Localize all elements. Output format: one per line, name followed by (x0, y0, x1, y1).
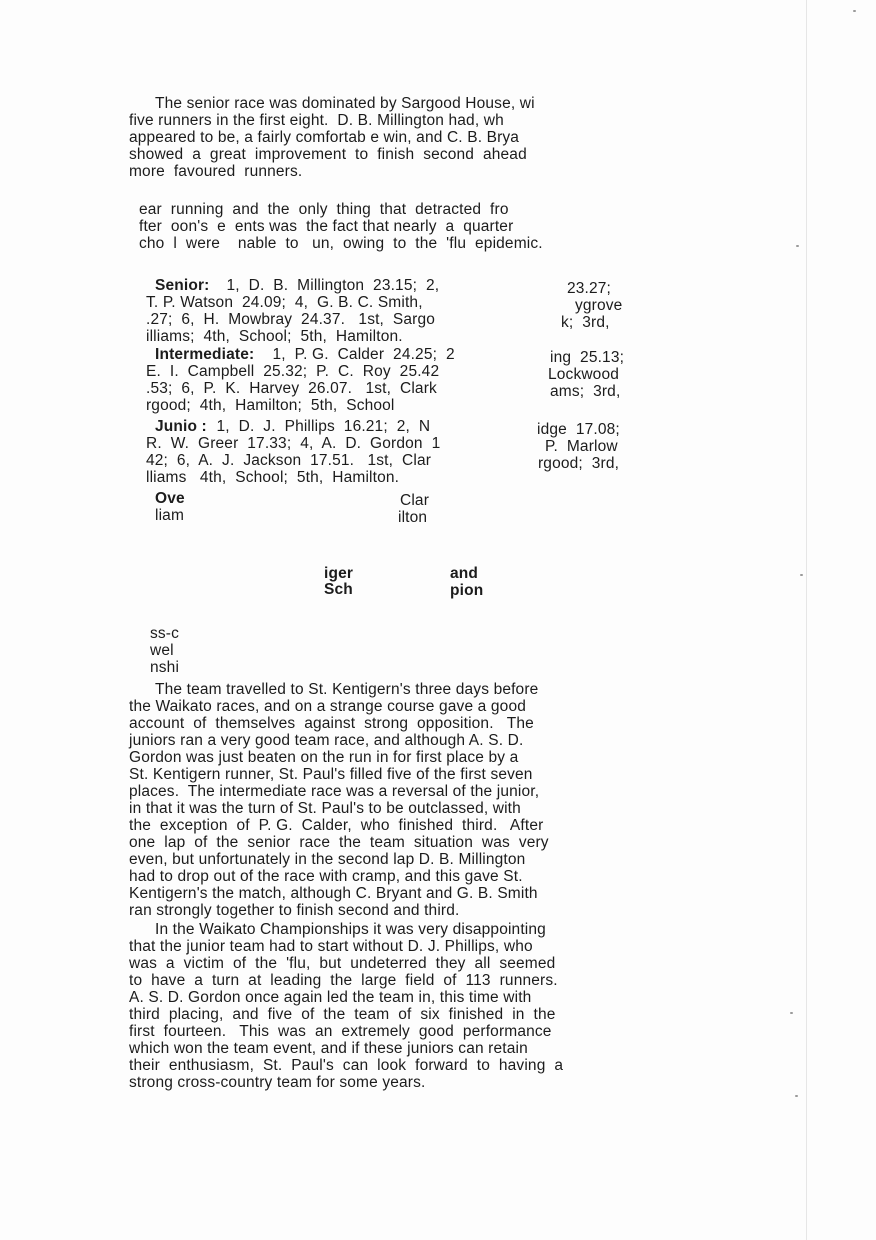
text-line: strong cross-country team for some years. (129, 1074, 426, 1091)
scan-speck (790, 1012, 793, 1014)
results-label-intermediate: Intermediate: (155, 346, 255, 363)
results-line: 1, D. B. Millington 23.15; 2, (222, 277, 440, 294)
scan-speck (853, 10, 856, 12)
results-line-right: ams; 3rd, (550, 383, 621, 400)
text-fragment: nshi (150, 659, 180, 676)
results-label-junior: Junio : (155, 418, 207, 435)
results-line-right: 23.27; (567, 280, 611, 297)
text-line: even, but unfortunately in the second lap D. B. Millington (129, 851, 526, 868)
text-line: third placing, and five of the team of six finished in the (129, 1006, 556, 1023)
results-line: R. W. Greer 17.33; 4, A. D. Gordon 1 (146, 435, 441, 452)
text-line: their enthusiasm, St. Paul's can look forward to having a (129, 1057, 564, 1074)
text-line: places. The intermediate race was a reversal of the junior, (129, 783, 540, 800)
results-line-right: ygrove (575, 297, 623, 314)
results-line: .53; 6, P. K. Harvey 26.07. 1st, Clark (146, 380, 437, 397)
text-line: first fourteen. This was an extremely good performance (129, 1023, 552, 1040)
text-line: The team travelled to St. Kentigern's three days before (155, 681, 539, 698)
scan-speck (800, 574, 803, 576)
text-line: in that it was the turn of St. Paul's to be outclassed, with (129, 800, 521, 817)
text-line: had to drop out of the race with cramp, and this gave St. (129, 868, 523, 885)
results-line-right: Clar (400, 492, 430, 509)
text-line: the exception of P. G. Calder, who finished third. After (129, 817, 544, 834)
results-line-right: P. Marlow (545, 438, 618, 455)
text-line: cho l were nable to un, owing to the 'flu epidemic. (139, 235, 543, 252)
text-line: The senior race was dominated by Sargood House, wi (155, 95, 535, 112)
heading-fragment: and (450, 565, 479, 582)
text-line: Gordon was just beaten on the run in for first place by a (129, 749, 519, 766)
results-line: 42; 6, A. J. Jackson 17.51. 1st, Clar (146, 452, 432, 469)
results-line: E. I. Campbell 25.32; P. C. Roy 25.42 (146, 363, 440, 380)
text-line: Kentigern's the match, although C. Bryant and G. B. Smith (129, 885, 538, 902)
results-label-senior: Senior: (155, 277, 210, 294)
heading-fragment: Sch (324, 581, 353, 598)
text-line: In the Waikato Championships it was very disappointing (155, 921, 546, 938)
results-line: 1, P. G. Calder 24.25; 2 (268, 346, 455, 363)
text-line: ran strongly together to finish second and third. (129, 902, 460, 919)
text-line: five runners in the first eight. D. B. Millington had, wh (129, 112, 504, 129)
results-line-right: ilton (398, 509, 428, 526)
results-line: 1, D. J. Phillips 16.21; 2, N (212, 418, 431, 435)
text-line: to have a turn at leading the large field of 113 runners. (129, 972, 558, 989)
text-line: was a victim of the 'flu, but undeterred they all seemed (129, 955, 556, 972)
results-line-right: idge 17.08; (537, 421, 620, 438)
text-line: that the junior team had to start without D. J. Phillips, who (129, 938, 533, 955)
heading-fragment: pion (450, 582, 484, 599)
text-line: ear running and the only thing that detracted fro (139, 201, 509, 218)
text-line: the Waikato races, and on a strange course gave a good (129, 698, 526, 715)
scan-speck (796, 245, 799, 247)
results-line-right: Lockwood (548, 366, 619, 383)
text-line: fter oon's e ents was the fact that nearly a quarter (139, 218, 514, 235)
text-line: more favoured runners. (129, 163, 303, 180)
text-line: A. S. D. Gordon once again led the team in, this time with (129, 989, 532, 1006)
text-line: one lap of the senior race the team situation was very (129, 834, 549, 851)
text-line: account of themselves against strong opposition. The (129, 715, 534, 732)
results-line: .27; 6, H. Mowbray 24.37. 1st, Sargo (146, 311, 436, 328)
text-line: showed a great improvement to finish second ahead (129, 146, 527, 163)
results-line-right: k; 3rd, (561, 314, 610, 331)
text-line: appeared to be, a fairly comfortab e win, and C. B. Brya (129, 129, 520, 146)
results-line: illiams; 4th, School; 5th, Hamilton. (146, 328, 403, 345)
text-line: St. Kentigern runner, St. Paul's filled five of the first seven (129, 766, 533, 783)
results-line-right: ing 25.13; (550, 349, 625, 366)
text-line: juniors ran a very good team race, and although A. S. D. (129, 732, 524, 749)
results-line: liam (155, 507, 185, 524)
results-line: rgood; 4th, Hamilton; 5th, School (146, 397, 395, 414)
results-line-right: rgood; 3rd, (538, 455, 620, 472)
text-line: which won the team event, and if these juniors can retain (129, 1040, 528, 1057)
page-edge-line (806, 0, 807, 1240)
results-line: lliams 4th, School; 5th, Hamilton. (146, 469, 400, 486)
results-line: T. P. Watson 24.09; 4, G. B. C. Smith, (146, 294, 423, 311)
scan-speck (795, 1095, 798, 1097)
results-label-overall: Ove (155, 490, 185, 507)
text-fragment: wel (150, 642, 174, 659)
text-fragment: ss-c (150, 625, 180, 642)
heading-fragment: iger (324, 565, 354, 582)
